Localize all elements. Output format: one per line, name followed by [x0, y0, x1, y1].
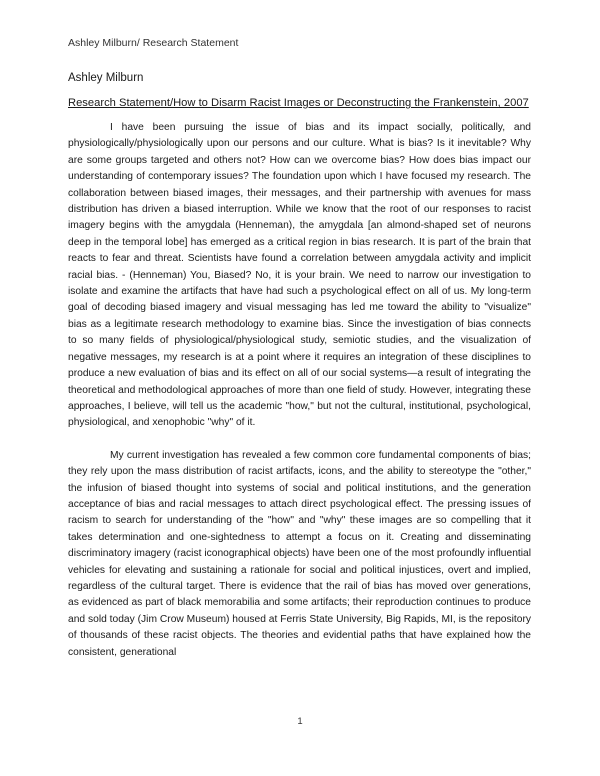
- running-header: Ashley Milburn/ Research Statement: [68, 37, 239, 49]
- document-title: Research Statement/How to Disarm Racist Images or Deconstructing the Frankenstein, 2007: [68, 97, 529, 109]
- author-name: Ashley Milburn: [68, 72, 144, 84]
- paragraph: My current investigation has revealed a few common core fundamental components of bias; they rely upon the mass distribution of racist artifacts, icons, and the ability to stereotype the "other," the infusion of biased thought into systems of social and political institutions, and the generation acceptance of bias and racial messages to attach direct psychological effect. The pressing issues of racism to search for understanding of the "how" and "why" these images are so compelling that it takes determination and one-sightedness to attempt a focus on it. Creating and disseminating discriminatory imagery (racist iconographical objects) have been one of the most profoundly influential vehicles for elevating and sustaining a rationale for social and political injustices, overt and implied, regardless of the cultural target. There is evidence that the rail of bias has moved over generations, as evidenced as part of black memorabilia and some artifacts; their reproduction continues to produce and sold today (Jim Crow Museum) housed at Ferris State University, Big Rapids, MI, is the repository of thousands of these racist objects. The theories and evidential paths that have explained how the consistent, generational: [68, 449, 531, 658]
- document-body: [68, 120, 531, 677]
- paragraph: I have been pursuing the issue of bias and its impact socially, politically, and physiologically/physiologically upon our persons and our culture. What is bias? Is it inevitable? Why are some groups targeted and others not? How can we overcome bias? How does bias impact our understanding of contemporary issues? The foundation upon which I have focused my research. The collaboration between biased images, their messages, and their partnership with avenues for mass distribution has driven a biased interruption. While we know that the root of our responses to racist imagery begins with the amygdala (Henneman), the amygdala [an almond-shaped set of neurons deep in the temporal lobe] has emerged as a critical region in bias research. It is part of the brain that reacts to fear and threat. Scientists have found a correlation between amygdala activity and implicit racial bias. - (Henneman) You, Biased? No, it is your brain. We need to narrow our investigation to isolate and examine the artifacts that have had such a psychological effect on all of us. My long-term goal of decoding biased imagery and visual messaging has led me toward the ability to "visualize" bias as a legitimate research methodology to examine bias. Since the investigation of bias connects to so many fields of physiological/physiological study, semiotic studies, and the visualization of negative messages, my research is at a point where it requires an integration of these disciplines to produce a new evaluation of bias and its effect on all of our social systems—a result of integrating the theoretical and methodological approaches of more than one field of study. However, integrating these approaches, I believe, will tell us the academic "how," but not the cultural, institutional, psychological, physiological, and xenophobic "why" of it.: [68, 122, 531, 429]
- page-number: 1: [297, 716, 303, 727]
